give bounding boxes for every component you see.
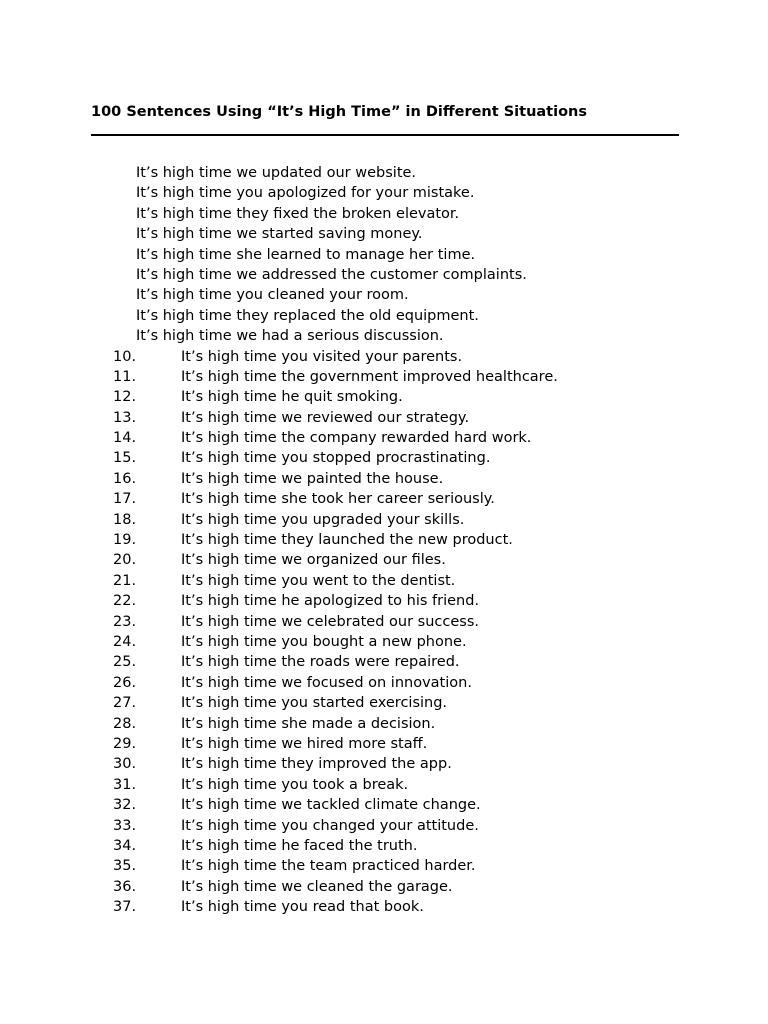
list-item-number: 14. (113, 430, 137, 447)
list-item-text: It’s high time she made a decision. (181, 715, 436, 732)
list-item-number: 23. (113, 613, 137, 630)
list-item-number: 34. (113, 837, 137, 854)
list-item-text: It’s high time we focused on innovation. (181, 674, 472, 691)
list-item-text: It’s high time the government improved healthcare. (181, 368, 558, 385)
list-item-text: It’s high time you upgraded your skills. (181, 511, 465, 528)
list-item-number: 10. (113, 348, 137, 365)
list-item-number: 32. (113, 797, 137, 814)
list-item-text: It’s high time you bought a new phone. (181, 633, 467, 650)
list-item-text: It’s high time you went to the dentist. (181, 572, 456, 589)
list-item-text: It’s high time we painted the house. (181, 470, 444, 487)
list-item-number: 31. (113, 776, 137, 793)
list-item-number: 20. (113, 552, 137, 569)
list-item-text: It’s high time we started saving money. (136, 226, 423, 243)
list-item-number: 28. (113, 715, 137, 732)
list-item-number: 25. (113, 654, 137, 671)
list-item-text: It’s high time you stopped procrastinating. (181, 450, 491, 467)
list-item-text: It’s high time they improved the app. (181, 756, 452, 773)
list-item-text: It’s high time he quit smoking. (181, 389, 403, 406)
list-item-text: It’s high time you cleaned your room. (136, 287, 409, 304)
list-item-text: It’s high time we hired more staff. (181, 735, 428, 752)
list-item-number: 36. (113, 878, 137, 895)
list-item-text: It’s high time you took a break. (181, 776, 409, 793)
list-item-text: It’s high time the team practiced harder. (181, 858, 476, 875)
list-item-text: It’s high time they replaced the old equipment. (136, 307, 479, 324)
list-item-number: 17. (113, 491, 137, 508)
list-item-text: It’s high time you changed your attitude. (181, 817, 479, 834)
list-item-text: It’s high time we had a serious discussion. (136, 328, 444, 345)
list-item-text: It’s high time the company rewarded hard work. (181, 430, 532, 447)
list-item-number: 24. (113, 633, 137, 650)
list-item-number: 35. (113, 858, 137, 875)
list-item-number: 19. (113, 532, 137, 549)
list-item-text: It’s high time we organized our files. (181, 552, 446, 569)
list-item-number: 30. (113, 756, 137, 773)
list-item-text: It’s high time we tackled climate change. (181, 797, 481, 814)
list-item-number: 11. (113, 368, 137, 385)
list-item-text: It’s high time they fixed the broken elevator. (136, 205, 460, 222)
title-divider (91, 134, 679, 136)
list-item-text: It’s high time they launched the new product. (181, 532, 513, 549)
list-item-number: 18. (113, 511, 137, 528)
list-item-text: It’s high time we addressed the customer complaints. (136, 266, 527, 283)
list-item-text: It’s high time we cleaned the garage. (181, 878, 453, 895)
list-item-text: It’s high time we updated our website. (136, 165, 417, 181)
list-item-text: It’s high time the roads were repaired. (181, 654, 460, 671)
list-item-number: 22. (113, 593, 137, 610)
list-item-number: 33. (113, 817, 137, 834)
list-item-number: 12. (113, 389, 137, 406)
list-item-number: 27. (113, 695, 137, 712)
list-item-number: 29. (113, 735, 137, 752)
list-item-text: It’s high time you visited your parents. (181, 348, 463, 365)
list-item-text: It’s high time she took her career seriously. (181, 491, 495, 508)
list-item-number: 13. (113, 409, 137, 426)
list-item-text: It’s high time we reviewed our strategy. (181, 409, 470, 426)
list-item-text: It’s high time he apologized to his friend. (181, 593, 480, 610)
list-item-number: 37. (113, 899, 137, 916)
list-item-number: 26. (113, 674, 137, 691)
page-title: 100 Sentences Using “It’s High Time” in Different Situations (91, 104, 588, 120)
list-item-number: 16. (113, 470, 137, 487)
list-item-text: It’s high time you started exercising. (181, 695, 448, 712)
list-item-text: It’s high time you read that book. (181, 899, 424, 916)
list-item-text: It’s high time he faced the truth. (181, 837, 418, 854)
list-item-number: 15. (113, 450, 137, 467)
list-item-text: It’s high time she learned to manage her time. (136, 246, 476, 263)
list-item-number: 21. (113, 572, 137, 589)
list-item-text: It’s high time you apologized for your mistake. (136, 185, 475, 202)
list-item-text: It’s high time we celebrated our success. (181, 613, 479, 630)
